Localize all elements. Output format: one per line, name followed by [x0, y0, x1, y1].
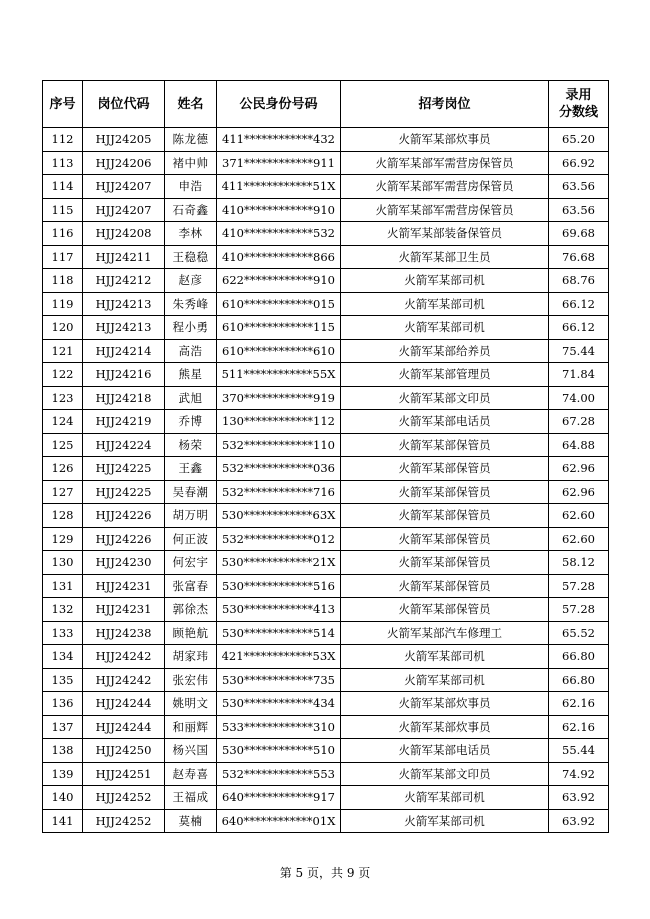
- cell-code: HJJ24242: [83, 668, 165, 692]
- table-row: [43, 574, 609, 598]
- cell-score: 55.44: [549, 739, 609, 763]
- cell-post: 火箭军某部电话员: [341, 410, 549, 434]
- cell-post: 火箭军某部保管员: [341, 480, 549, 504]
- cell-name: 赵彦: [165, 269, 217, 293]
- cell-post: 火箭军某部装备保管员: [341, 222, 549, 246]
- cell-id: 371************911: [217, 151, 341, 175]
- header-post: 招考岗位: [341, 81, 549, 128]
- cell-code: HJJ24242: [83, 645, 165, 669]
- cell-post: 火箭军某部管理员: [341, 363, 549, 387]
- cell-seq: 138: [43, 739, 83, 763]
- cell-post: 火箭军某部司机: [341, 645, 549, 669]
- cell-seq: 137: [43, 715, 83, 739]
- cell-post: 火箭军某部司机: [341, 668, 549, 692]
- cell-post: 火箭军某部电话员: [341, 739, 549, 763]
- cell-post: 火箭军某部卫生员: [341, 245, 549, 269]
- cell-name: 褚中帅: [165, 151, 217, 175]
- cell-id: 532************036: [217, 457, 341, 481]
- cell-code: HJJ24214: [83, 339, 165, 363]
- cell-code: HJJ24244: [83, 715, 165, 739]
- cell-post: 火箭军某部军需营房保管员: [341, 151, 549, 175]
- cell-id: 530************510: [217, 739, 341, 763]
- cell-id: 530************413: [217, 598, 341, 622]
- header-name: 姓名: [165, 81, 217, 128]
- cell-score: 65.20: [549, 128, 609, 152]
- cell-score: 57.28: [549, 598, 609, 622]
- cell-score: 66.80: [549, 668, 609, 692]
- cell-code: HJJ24244: [83, 692, 165, 716]
- cell-id: 532************553: [217, 762, 341, 786]
- cell-post: 火箭军某部保管员: [341, 574, 549, 598]
- cell-id: 411************51X: [217, 175, 341, 199]
- cell-name: 杨兴国: [165, 739, 217, 763]
- cell-id: 511************55X: [217, 363, 341, 387]
- cell-code: HJJ24205: [83, 128, 165, 152]
- cell-post: 火箭军某部炊事员: [341, 128, 549, 152]
- cell-code: HJJ24226: [83, 504, 165, 528]
- cell-name: 胡家玮: [165, 645, 217, 669]
- table-header: [43, 81, 609, 128]
- cell-post: 火箭军某部保管员: [341, 598, 549, 622]
- cell-post: 火箭军某部文印员: [341, 762, 549, 786]
- cell-post: 火箭军某部汽车修理工: [341, 621, 549, 645]
- table-row: [43, 551, 609, 575]
- cell-seq: 112: [43, 128, 83, 152]
- cell-code: HJJ24224: [83, 433, 165, 457]
- cell-seq: 133: [43, 621, 83, 645]
- cell-code: HJJ24212: [83, 269, 165, 293]
- cell-post: 火箭军某部给养员: [341, 339, 549, 363]
- cell-code: HJJ24207: [83, 198, 165, 222]
- cell-seq: 118: [43, 269, 83, 293]
- cell-name: 王稳稳: [165, 245, 217, 269]
- cell-score: 69.68: [549, 222, 609, 246]
- cell-code: HJJ24225: [83, 457, 165, 481]
- cell-seq: 119: [43, 292, 83, 316]
- cell-name: 程小勇: [165, 316, 217, 340]
- cell-post: 火箭军某部司机: [341, 316, 549, 340]
- cell-seq: 140: [43, 786, 83, 810]
- cell-seq: 120: [43, 316, 83, 340]
- cell-name: 赵寿喜: [165, 762, 217, 786]
- cell-score: 66.92: [549, 151, 609, 175]
- cell-seq: 122: [43, 363, 83, 387]
- cell-id: 640************917: [217, 786, 341, 810]
- cell-post: 火箭军某部司机: [341, 292, 549, 316]
- cell-seq: 136: [43, 692, 83, 716]
- cell-id: 622************910: [217, 269, 341, 293]
- cell-name: 乔博: [165, 410, 217, 434]
- cell-id: 640************01X: [217, 809, 341, 833]
- cell-post: 火箭军某部文印员: [341, 386, 549, 410]
- cell-score: 63.56: [549, 175, 609, 199]
- table-row: [43, 598, 609, 622]
- cell-id: 530************514: [217, 621, 341, 645]
- cell-score: 75.44: [549, 339, 609, 363]
- cell-name: 姚明文: [165, 692, 217, 716]
- cell-seq: 141: [43, 809, 83, 833]
- cell-score: 63.92: [549, 786, 609, 810]
- table-row: [43, 292, 609, 316]
- table-row: [43, 245, 609, 269]
- cell-seq: 131: [43, 574, 83, 598]
- cell-id: 533************310: [217, 715, 341, 739]
- header-score-line2: 分数线: [558, 105, 598, 120]
- cell-id: 530************735: [217, 668, 341, 692]
- cell-score: 74.00: [549, 386, 609, 410]
- table-row: [43, 480, 609, 504]
- table-row: [43, 151, 609, 175]
- cell-id: 530************21X: [217, 551, 341, 575]
- roster-table: [42, 80, 609, 833]
- cell-code: HJJ24216: [83, 363, 165, 387]
- cell-seq: 134: [43, 645, 83, 669]
- table-body: [43, 128, 609, 833]
- cell-name: 朱秀峰: [165, 292, 217, 316]
- cell-code: HJJ24231: [83, 574, 165, 598]
- cell-id: 421************53X: [217, 645, 341, 669]
- cell-score: 62.16: [549, 692, 609, 716]
- cell-code: HJJ24230: [83, 551, 165, 575]
- cell-post: 火箭军某部炊事员: [341, 715, 549, 739]
- cell-name: 何宏宇: [165, 551, 217, 575]
- cell-score: 66.12: [549, 292, 609, 316]
- table-row: [43, 715, 609, 739]
- cell-post: 火箭军某部司机: [341, 786, 549, 810]
- cell-score: 58.12: [549, 551, 609, 575]
- cell-score: 63.56: [549, 198, 609, 222]
- cell-name: 顾艳航: [165, 621, 217, 645]
- cell-name: 王福成: [165, 786, 217, 810]
- cell-id: 532************110: [217, 433, 341, 457]
- cell-seq: 139: [43, 762, 83, 786]
- cell-name: 申浩: [165, 175, 217, 199]
- cell-seq: 130: [43, 551, 83, 575]
- cell-code: HJJ24252: [83, 809, 165, 833]
- header-code: 岗位代码: [83, 81, 165, 128]
- cell-code: HJJ24231: [83, 598, 165, 622]
- cell-post: 火箭军某部军需营房保管员: [341, 175, 549, 199]
- cell-seq: 128: [43, 504, 83, 528]
- cell-seq: 127: [43, 480, 83, 504]
- cell-post: 火箭军某部保管员: [341, 551, 549, 575]
- cell-score: 66.12: [549, 316, 609, 340]
- cell-seq: 117: [43, 245, 83, 269]
- cell-id: 530************63X: [217, 504, 341, 528]
- cell-name: 熊星: [165, 363, 217, 387]
- cell-id: 410************866: [217, 245, 341, 269]
- table-row: [43, 527, 609, 551]
- cell-code: HJJ24251: [83, 762, 165, 786]
- cell-id: 410************532: [217, 222, 341, 246]
- table-row: [43, 457, 609, 481]
- cell-score: 68.76: [549, 269, 609, 293]
- cell-score: 62.96: [549, 457, 609, 481]
- cell-score: 74.92: [549, 762, 609, 786]
- cell-id: 610************015: [217, 292, 341, 316]
- cell-post: 火箭军某部保管员: [341, 527, 549, 551]
- cell-code: HJJ24252: [83, 786, 165, 810]
- cell-score: 62.60: [549, 527, 609, 551]
- cell-id: 610************610: [217, 339, 341, 363]
- cell-score: 71.84: [549, 363, 609, 387]
- cell-seq: 115: [43, 198, 83, 222]
- cell-seq: 129: [43, 527, 83, 551]
- cell-id: 530************516: [217, 574, 341, 598]
- cell-seq: 126: [43, 457, 83, 481]
- page-footer: 第 5 页，共 9 页: [279, 866, 371, 880]
- cell-name: 张富春: [165, 574, 217, 598]
- cell-name: 高浩: [165, 339, 217, 363]
- cell-seq: 132: [43, 598, 83, 622]
- cell-score: 62.16: [549, 715, 609, 739]
- table-row: [43, 621, 609, 645]
- cell-score: 66.80: [549, 645, 609, 669]
- cell-score: 63.92: [549, 809, 609, 833]
- cell-post: 火箭军某部保管员: [341, 457, 549, 481]
- cell-id: 530************434: [217, 692, 341, 716]
- cell-id: 411************432: [217, 128, 341, 152]
- cell-score: 67.28: [549, 410, 609, 434]
- cell-code: HJJ24250: [83, 739, 165, 763]
- header-id: 公民身份号码: [217, 81, 341, 128]
- cell-seq: 113: [43, 151, 83, 175]
- cell-code: HJJ24218: [83, 386, 165, 410]
- cell-score: 57.28: [549, 574, 609, 598]
- cell-id: 370************919: [217, 386, 341, 410]
- table-row: [43, 363, 609, 387]
- cell-name: 杨荣: [165, 433, 217, 457]
- table-row: [43, 668, 609, 692]
- cell-score: 76.68: [549, 245, 609, 269]
- cell-name: 吴春潮: [165, 480, 217, 504]
- header-score: [549, 81, 609, 128]
- cell-name: 武旭: [165, 386, 217, 410]
- cell-name: 莫楠: [165, 809, 217, 833]
- cell-code: HJJ24213: [83, 292, 165, 316]
- table-row: [43, 269, 609, 293]
- cell-score: 64.88: [549, 433, 609, 457]
- header-row: [43, 81, 609, 128]
- cell-code: HJJ24238: [83, 621, 165, 645]
- cell-id: 532************716: [217, 480, 341, 504]
- table-row: [43, 175, 609, 199]
- cell-id: 130************112: [217, 410, 341, 434]
- cell-score: 65.52: [549, 621, 609, 645]
- cell-score: 62.96: [549, 480, 609, 504]
- table-row: [43, 762, 609, 786]
- cell-post: 火箭军某部军需营房保管员: [341, 198, 549, 222]
- cell-name: 胡万明: [165, 504, 217, 528]
- cell-post: 火箭军某部司机: [341, 269, 549, 293]
- cell-code: HJJ24208: [83, 222, 165, 246]
- header-seq: 序号: [43, 81, 83, 128]
- cell-post: 火箭军某部司机: [341, 809, 549, 833]
- cell-code: HJJ24206: [83, 151, 165, 175]
- cell-name: 石奇鑫: [165, 198, 217, 222]
- cell-seq: 123: [43, 386, 83, 410]
- cell-code: HJJ24213: [83, 316, 165, 340]
- cell-seq: 135: [43, 668, 83, 692]
- table-row: [43, 809, 609, 833]
- cell-code: HJJ24207: [83, 175, 165, 199]
- table-row: [43, 739, 609, 763]
- cell-post: 火箭军某部保管员: [341, 433, 549, 457]
- table-row: [43, 386, 609, 410]
- cell-name: 和丽辉: [165, 715, 217, 739]
- cell-name: 王鑫: [165, 457, 217, 481]
- cell-seq: 125: [43, 433, 83, 457]
- cell-code: HJJ24219: [83, 410, 165, 434]
- header-score-line1: 录用: [565, 88, 592, 103]
- cell-name: 李林: [165, 222, 217, 246]
- cell-id: 610************115: [217, 316, 341, 340]
- cell-seq: 121: [43, 339, 83, 363]
- cell-seq: 114: [43, 175, 83, 199]
- cell-code: HJJ24225: [83, 480, 165, 504]
- table-row: [43, 504, 609, 528]
- table-row: [43, 198, 609, 222]
- cell-name: 陈龙德: [165, 128, 217, 152]
- cell-post: 火箭军某部保管员: [341, 504, 549, 528]
- table-row: [43, 786, 609, 810]
- cell-seq: 124: [43, 410, 83, 434]
- table-row: [43, 692, 609, 716]
- table-row: [43, 316, 609, 340]
- cell-code: HJJ24211: [83, 245, 165, 269]
- table-row: [43, 128, 609, 152]
- cell-name: 郭徐杰: [165, 598, 217, 622]
- table-row: [43, 410, 609, 434]
- table-row: [43, 645, 609, 669]
- cell-code: HJJ24226: [83, 527, 165, 551]
- table-row: [43, 433, 609, 457]
- cell-id: 410************910: [217, 198, 341, 222]
- cell-score: 62.60: [549, 504, 609, 528]
- cell-seq: 116: [43, 222, 83, 246]
- cell-post: 火箭军某部炊事员: [341, 692, 549, 716]
- cell-name: 张宏伟: [165, 668, 217, 692]
- cell-id: 532************012: [217, 527, 341, 551]
- table-row: [43, 339, 609, 363]
- table-row: [43, 222, 609, 246]
- cell-name: 何正波: [165, 527, 217, 551]
